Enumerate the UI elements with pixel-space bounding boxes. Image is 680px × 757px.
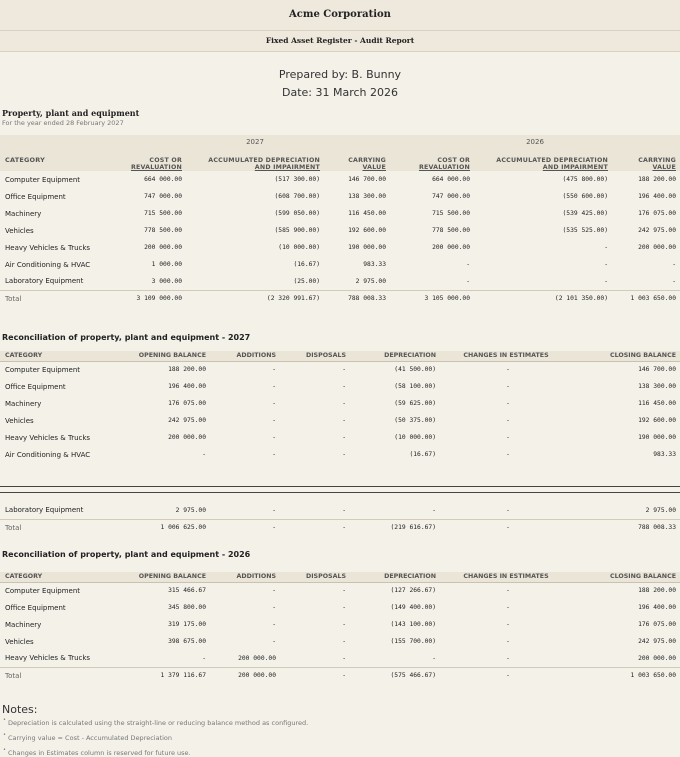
cv-2026-cell: 176 075.00 bbox=[638, 210, 676, 217]
ppe-title: Property, plant and equipment bbox=[2, 108, 140, 118]
opening-cell: 242 975.00 bbox=[168, 417, 206, 424]
category-cell: Heavy Vehicles & Trucks bbox=[5, 654, 91, 663]
category-cell: Computer Equipment bbox=[5, 365, 81, 374]
col-acc-2027: ACCUMULATED DEPRECIATION AND IMPAIRMENT bbox=[208, 157, 320, 171]
changes-cell: - bbox=[506, 400, 510, 407]
changes-cell: - bbox=[506, 587, 510, 595]
disposals-cell: - bbox=[342, 417, 346, 424]
rec2027-col-opening: OPENING BALANCE bbox=[138, 352, 206, 360]
acc-2026-cell: - bbox=[604, 244, 608, 251]
rec2026-col-changes: CHANGES IN ESTIMATES bbox=[463, 573, 549, 581]
rec2026-table bbox=[0, 572, 680, 684]
acc-2026-cell: (539 425.00) bbox=[562, 210, 608, 217]
acc-2027-cell: (608 700.00) bbox=[274, 193, 320, 200]
opening-cell: 1 006 625.00 bbox=[120, 519, 210, 536]
additions-cell: - bbox=[272, 621, 276, 628]
category-cell: Computer Equipment bbox=[5, 586, 81, 595]
additions-cell: - bbox=[272, 638, 276, 645]
table-row bbox=[0, 502, 680, 519]
cost-2026-cell: 778 500.00 bbox=[432, 227, 470, 234]
acc-2026-cell: (475 800.00) bbox=[562, 176, 608, 183]
col-cost-2026: COST OR REVALUATION bbox=[418, 157, 470, 171]
acc-2027-cell: (25.00) bbox=[293, 277, 320, 285]
changes-cell: - bbox=[506, 451, 510, 458]
disposals-cell: - bbox=[280, 519, 350, 536]
rec2026-title: Reconciliation of property, plant and equipment - 2026 bbox=[2, 550, 251, 559]
rec2026-col-opening: OPENING BALANCE bbox=[138, 573, 206, 581]
table-row bbox=[0, 412, 680, 429]
category-cell: Heavy Vehicles & Trucks bbox=[5, 243, 91, 252]
prepared-block bbox=[0, 66, 680, 102]
category-cell: Office Equipment bbox=[5, 192, 66, 201]
category-cell: Machinery bbox=[5, 620, 42, 629]
rec2027-continued bbox=[0, 502, 680, 536]
closing-cell: 176 075.00 bbox=[638, 621, 676, 628]
table-row bbox=[0, 616, 680, 633]
depreciation-cell: - bbox=[432, 506, 436, 514]
depreciation-cell: (41 500.00) bbox=[394, 366, 436, 374]
changes-cell: - bbox=[506, 604, 510, 611]
table-row bbox=[0, 446, 680, 463]
additions-cell: - bbox=[272, 383, 276, 390]
opening-cell: 345 800.00 bbox=[168, 604, 206, 611]
cost-2027-cell: 3 000.00 bbox=[151, 277, 182, 285]
cost-2027-cell: 664 000.00 bbox=[144, 176, 182, 183]
changes-cell: - bbox=[440, 519, 576, 536]
category-cell: Heavy Vehicles & Trucks bbox=[5, 433, 91, 442]
notes-title: Notes: bbox=[2, 703, 38, 716]
additions-cell: - bbox=[272, 434, 276, 441]
cv-2027-cell: 788 008.33 bbox=[324, 290, 390, 307]
depreciation-cell: (58 100.00) bbox=[394, 383, 436, 390]
rec2027-col-additions: ADDITIONS bbox=[236, 352, 276, 360]
category-cell: Air Conditioning & HVAC bbox=[5, 260, 91, 269]
opening-cell: - bbox=[202, 654, 206, 662]
opening-cell: 319 175.00 bbox=[168, 621, 206, 628]
additions-cell: 200 000.00 bbox=[238, 654, 276, 662]
depreciation-cell: (149 400.00) bbox=[390, 604, 436, 611]
table-row bbox=[0, 361, 680, 378]
category-cell: Total bbox=[0, 519, 120, 536]
changes-cell: - bbox=[506, 638, 510, 645]
table-row bbox=[0, 205, 680, 222]
category-cell: Laboratory Equipment bbox=[5, 506, 84, 515]
cv-2027-cell: 192 600.00 bbox=[348, 227, 386, 234]
disposals-cell: - bbox=[342, 621, 346, 628]
closing-cell: 1 003 650.00 bbox=[576, 667, 680, 684]
changes-cell: - bbox=[440, 667, 576, 684]
opening-cell: 398 675.00 bbox=[168, 638, 206, 645]
cost-2026-cell: 747 000.00 bbox=[432, 193, 470, 200]
acc-2027-cell: (599 050.00) bbox=[274, 210, 320, 217]
cv-2026-cell: 196 400.00 bbox=[638, 193, 676, 200]
col-acc-2026: ACCUMULATED DEPRECIATION AND IMPAIRMENT bbox=[496, 157, 608, 171]
cost-2027-cell: 1 000.00 bbox=[151, 261, 182, 268]
cv-2027-cell: 2 975.00 bbox=[355, 277, 386, 285]
table-row bbox=[0, 273, 680, 290]
total-row bbox=[0, 290, 680, 307]
rec2026-col-depreciation: DEPRECIATION bbox=[384, 573, 436, 581]
changes-cell: - bbox=[506, 654, 510, 662]
cv-2026-cell: - bbox=[672, 277, 676, 285]
opening-cell: 2 975.00 bbox=[175, 506, 206, 514]
disposals-cell: - bbox=[342, 434, 346, 441]
closing-cell: 242 975.00 bbox=[638, 638, 676, 645]
page-break-bottom bbox=[0, 492, 680, 493]
acc-2026-cell: - bbox=[604, 261, 608, 268]
table-row bbox=[0, 188, 680, 205]
rec2026-section bbox=[0, 550, 680, 684]
disposals-cell: - bbox=[342, 506, 346, 514]
category-cell: Machinery bbox=[5, 209, 42, 218]
category-cell: Machinery bbox=[5, 399, 42, 408]
category-cell: Vehicles bbox=[5, 637, 34, 646]
cv-2026-cell: 242 975.00 bbox=[638, 227, 676, 234]
table-row bbox=[0, 256, 680, 273]
cv-2027-cell: 983.33 bbox=[363, 261, 386, 268]
cost-2026-cell: 3 105 000.00 bbox=[390, 290, 474, 307]
total-row bbox=[0, 667, 680, 684]
cv-2027-cell: 190 000.00 bbox=[348, 244, 386, 251]
category-cell: Vehicles bbox=[5, 226, 34, 235]
opening-cell: - bbox=[202, 451, 206, 458]
table-row bbox=[0, 239, 680, 256]
acc-2026-cell: (550 600.00) bbox=[562, 193, 608, 200]
table-row bbox=[0, 171, 680, 188]
cost-2027-cell: 715 500.00 bbox=[144, 210, 182, 217]
closing-cell: 196 400.00 bbox=[638, 604, 676, 611]
report-header bbox=[0, 0, 680, 52]
cost-2026-cell: 664 000.00 bbox=[432, 176, 470, 183]
additions-cell: - bbox=[272, 366, 276, 374]
additions-cell: 200 000.00 bbox=[210, 667, 280, 684]
disposals-cell: - bbox=[342, 366, 346, 374]
table-row bbox=[0, 222, 680, 239]
cv-2026-cell: 188 200.00 bbox=[638, 176, 676, 183]
acc-2026-cell: (535 525.00) bbox=[562, 227, 608, 234]
table-row bbox=[0, 650, 680, 667]
rec2026-col-additions: ADDITIONS bbox=[236, 573, 276, 581]
depreciation-cell: (127 266.67) bbox=[390, 587, 436, 595]
opening-cell: 200 000.00 bbox=[168, 434, 206, 441]
cv-2027-cell: 116 450.00 bbox=[348, 210, 386, 217]
opening-cell: 188 200.00 bbox=[168, 366, 206, 374]
closing-cell: 138 300.00 bbox=[638, 383, 676, 390]
cv-2026-cell: 1 003 650.00 bbox=[612, 290, 680, 307]
report-date: Date: 31 March 2026 bbox=[281, 86, 398, 99]
additions-cell: - bbox=[272, 604, 276, 611]
disposals-cell: - bbox=[342, 654, 346, 662]
notes-section bbox=[0, 703, 680, 757]
closing-cell: 200 000.00 bbox=[638, 654, 676, 662]
col-carry-2026: CARRYING VALUE bbox=[638, 157, 676, 171]
closing-cell: 188 200.00 bbox=[638, 587, 676, 595]
rec2027-table-continued bbox=[0, 502, 680, 536]
year-2026-header: 2026 bbox=[526, 138, 544, 146]
disposals-cell: - bbox=[342, 587, 346, 595]
changes-cell: - bbox=[506, 621, 510, 628]
opening-cell: 176 075.00 bbox=[168, 400, 206, 407]
cv-2027-cell: 138 300.00 bbox=[348, 193, 386, 200]
closing-cell: 116 450.00 bbox=[638, 400, 676, 407]
cost-2026-cell: - bbox=[466, 277, 470, 285]
category-cell: Office Equipment bbox=[5, 382, 66, 391]
table-row bbox=[0, 599, 680, 616]
additions-cell: - bbox=[272, 587, 276, 595]
rec2027-section bbox=[0, 333, 680, 463]
rec2026-col-disposals: DISPOSALS bbox=[305, 573, 346, 581]
closing-cell: 788 008.33 bbox=[576, 519, 680, 536]
rec2026-col-category: CATEGORY bbox=[5, 573, 43, 581]
depreciation-cell: (219 616.67) bbox=[350, 519, 440, 536]
category-cell: Office Equipment bbox=[5, 603, 66, 612]
disposals-cell: - bbox=[280, 667, 350, 684]
cost-2027-cell: 200 000.00 bbox=[144, 244, 182, 251]
cost-2027-cell: 778 500.00 bbox=[144, 227, 182, 234]
depreciation-cell: (155 700.00) bbox=[390, 638, 436, 645]
opening-cell: 196 400.00 bbox=[168, 383, 206, 390]
company-name: Acme Corporation bbox=[289, 9, 391, 20]
acc-2026-cell: (2 101 350.00) bbox=[474, 290, 612, 307]
depreciation-cell: (50 375.00) bbox=[394, 417, 436, 424]
category-cell: Laboratory Equipment bbox=[5, 277, 84, 286]
category-cell: Total bbox=[0, 667, 120, 684]
rec2027-col-disposals: DISPOSALS bbox=[305, 352, 346, 360]
ppe-section bbox=[0, 108, 680, 307]
opening-cell: 315 466.67 bbox=[168, 587, 206, 595]
table-row bbox=[0, 429, 680, 446]
category-cell: Air Conditioning & HVAC bbox=[5, 450, 91, 459]
total-row bbox=[0, 519, 680, 536]
category-cell: Total bbox=[0, 290, 120, 307]
year-2027-header: 2027 bbox=[246, 138, 264, 146]
col-category: CATEGORY bbox=[5, 156, 45, 164]
acc-2027-cell: (517 300.00) bbox=[274, 176, 320, 183]
acc-2027-cell: (2 320 991.67) bbox=[186, 290, 324, 307]
additions-cell: - bbox=[272, 417, 276, 424]
table-row bbox=[0, 633, 680, 650]
closing-cell: 146 700.00 bbox=[638, 366, 676, 374]
note-item: • Depreciation is calculated using the straight-line or reducing balance method as configured. bbox=[0, 716, 680, 731]
additions-cell: - bbox=[272, 506, 276, 514]
rec2027-col-changes: CHANGES IN ESTIMATES bbox=[463, 352, 549, 360]
changes-cell: - bbox=[506, 434, 510, 441]
depreciation-cell: (16.67) bbox=[409, 451, 436, 458]
report-title: Fixed Asset Register - Audit Report bbox=[265, 36, 415, 45]
table-row bbox=[0, 582, 680, 599]
rec2027-col-category: CATEGORY bbox=[5, 352, 43, 360]
additions-cell: - bbox=[210, 519, 280, 536]
acc-2027-cell: (16.67) bbox=[293, 261, 320, 268]
ppe-subtitle: For the year ended 28 February 2027 bbox=[2, 119, 124, 127]
col-carry-2027: CARRYING VALUE bbox=[348, 157, 386, 171]
cost-2026-cell: 200 000.00 bbox=[432, 244, 470, 251]
col-cost-2027: COST OR REVALUATION bbox=[130, 157, 182, 171]
closing-cell: 2 975.00 bbox=[645, 506, 676, 514]
closing-cell: 192 600.00 bbox=[638, 417, 676, 424]
rec2027-title: Reconciliation of property, plant and equipment - 2027 bbox=[2, 333, 251, 342]
rec2027-table bbox=[0, 351, 680, 463]
disposals-cell: - bbox=[342, 451, 346, 458]
note-item: • Carrying value = Cost - Accumulated Depreciation bbox=[0, 731, 680, 746]
category-cell: Vehicles bbox=[5, 416, 34, 425]
table-row bbox=[0, 378, 680, 395]
closing-cell: 983.33 bbox=[653, 451, 676, 458]
disposals-cell: - bbox=[342, 638, 346, 645]
disposals-cell: - bbox=[342, 400, 346, 407]
cv-2026-cell: - bbox=[672, 261, 676, 268]
depreciation-cell: (143 100.00) bbox=[390, 621, 436, 628]
disposals-cell: - bbox=[342, 383, 346, 390]
cost-2026-cell: - bbox=[466, 261, 470, 268]
changes-cell: - bbox=[506, 417, 510, 424]
rec2027-col-depreciation: DEPRECIATION bbox=[384, 352, 436, 360]
changes-cell: - bbox=[506, 366, 510, 374]
note-item: • Changes in Estimates column is reserved for future use. bbox=[0, 746, 680, 757]
depreciation-cell: (10 000.00) bbox=[394, 434, 436, 441]
page-break-top bbox=[0, 486, 680, 487]
category-cell: Computer Equipment bbox=[5, 175, 81, 184]
depreciation-cell: (575 466.67) bbox=[350, 667, 440, 684]
depreciation-cell: - bbox=[432, 654, 436, 662]
acc-2027-cell: (10 000.00) bbox=[278, 244, 320, 251]
table-row bbox=[0, 395, 680, 412]
acc-2026-cell: - bbox=[604, 277, 608, 285]
opening-cell: 1 379 116.67 bbox=[120, 667, 210, 684]
cost-2027-cell: 747 000.00 bbox=[144, 193, 182, 200]
closing-cell: 190 000.00 bbox=[638, 434, 676, 441]
rec2026-col-closing: CLOSING BALANCE bbox=[609, 573, 676, 581]
prepared-by: Prepared by: B. Bunny bbox=[278, 68, 402, 81]
depreciation-cell: (59 625.00) bbox=[394, 400, 436, 407]
ppe-table bbox=[0, 135, 680, 307]
rec2027-col-closing: CLOSING BALANCE bbox=[609, 352, 676, 360]
cost-2026-cell: 715 500.00 bbox=[432, 210, 470, 217]
cost-2027-cell: 3 109 000.00 bbox=[120, 290, 186, 307]
changes-cell: - bbox=[506, 506, 510, 514]
cv-2026-cell: 200 000.00 bbox=[638, 244, 676, 251]
acc-2027-cell: (585 900.00) bbox=[274, 227, 320, 234]
additions-cell: - bbox=[272, 400, 276, 407]
disposals-cell: - bbox=[342, 604, 346, 611]
changes-cell: - bbox=[506, 383, 510, 390]
cv-2027-cell: 146 700.00 bbox=[348, 176, 386, 183]
additions-cell: - bbox=[272, 451, 276, 458]
